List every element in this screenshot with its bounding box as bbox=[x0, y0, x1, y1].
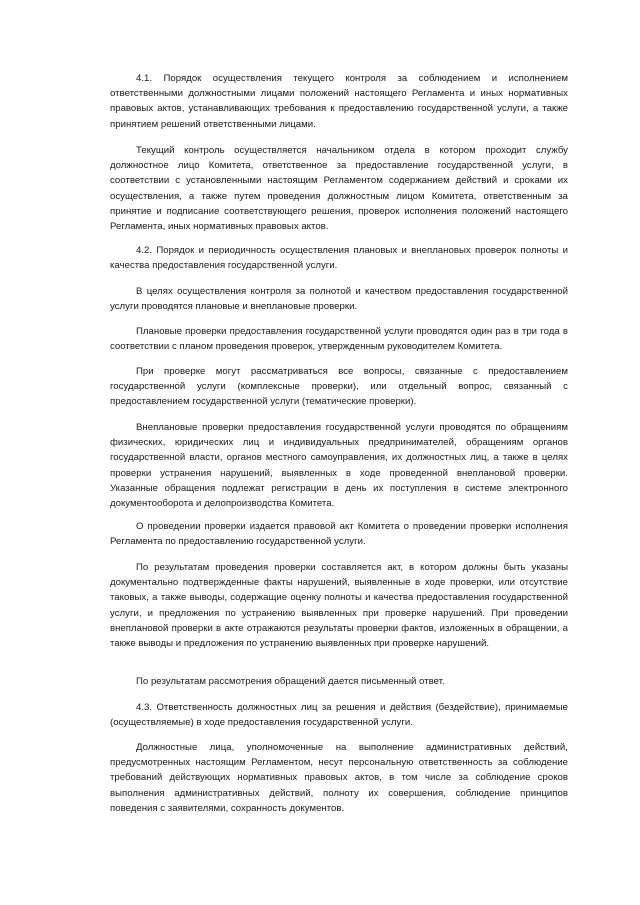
paragraph-4-3-heading: 4.3. Ответственность должностных лиц за решения и действия (бездействие), принимаемые (осуществляемые) в ходе предоставления государственной услуги. bbox=[110, 702, 568, 729]
paragraph-inspection-scope: При проверке могут рассматриваться все вопросы, связанные с предоставлением государственной услуги (комплексные проверки), или отдельный вопрос, связанный с предоставлением государственной услуги (тематические проверки). bbox=[110, 366, 568, 408]
paragraph-written-response: По результатам рассмотрения обращений дается письменный ответ. bbox=[136, 676, 445, 687]
paragraph-unscheduled-inspections: Внеплановые проверки предоставления государственной услуги проводятся по обращениям физических, юридических лиц и индивидуальных предпринимателей, обращениям органов государственной власти, органов местного самоуправления, их должностных лиц, а также в целях проверки устранения нарушений, выявленных в ходе проведенной внеплановой проверки. Указанные обращения подлежат регистрации в день их поступления в системе электронного документооборота и делопроизводства Комитета. bbox=[110, 422, 568, 510]
paragraph-current-control: Текущий контроль осуществляется начальником отдела в котором проходит службу должностное лицо Комитета, ответственное за предоставление государственной услуги, в соответствии с установленными настоящим Регламентом содержанием действий и сроками их осуществления, а также путем проведения должностным лицом Комитета, ответственным за принятие и подписание соответствующего решения, проверок исполнения положений настоящего Регламента, иных нормативных правовых актов. bbox=[110, 145, 568, 233]
paragraph-4-2-heading: 4.2. Порядок и периодичность осуществления плановых и внеплановых проверок полноты и качества предоставления государственной услуги. bbox=[110, 245, 568, 272]
paragraph-inspection-results: По результатам проведения проверки составляется акт, в котором должны быть указаны документально подтвержденные факты нарушений, выявленные в ходе проверки, или отсутствие таковых, а также выводы, содержащие оценку полноты и качества предоставления государственной услуги, и предложения по устранению выявленных при проверке нарушений. При проведении внеплановой проверки в акте отражаются результаты проверки фактов, изложенных в обращении, а также выводы и предложения по устранению выявленных при проверке нарушений. bbox=[110, 562, 568, 650]
paragraph-inspection-order: О проведении проверки издается правовой акт Комитета о проведении проверки исполнения Регламента по предоставлению государственной услуги. bbox=[110, 521, 568, 548]
paragraph-officials-responsibility: Должностные лица, уполномоченные на выполнение административных действий, предусмотренных настоящим Регламентом, несут персональную ответственность за соблюдение требований действующих нормативных правовых актов, в том числе за соблюдение сроков выполнения административных действий, полноту их совершения, соблюдение принципов поведения с заявителями, сохранность документов. bbox=[110, 742, 568, 814]
paragraph-4-1-heading: 4.1. Порядок осуществления текущего контроля за соблюдением и исполнением ответственными должностными лицами положений настоящего Регламента и иных нормативных правовых актов, устанавливающих требования к предоставлению государственной услуги, а также принятием решений ответственными лицами. bbox=[110, 73, 568, 130]
paragraph-planned-inspections: Плановые проверки предоставления государственной услуги проводятся один раз в три года в соответствии с планом проведения проверок, утвержденным руководителем Комитета. bbox=[110, 326, 568, 353]
paragraph-control-purpose: В целях осуществления контроля за полнотой и качеством предоставления государственной услуги проводятся плановые и внеплановые проверки. bbox=[110, 286, 568, 313]
